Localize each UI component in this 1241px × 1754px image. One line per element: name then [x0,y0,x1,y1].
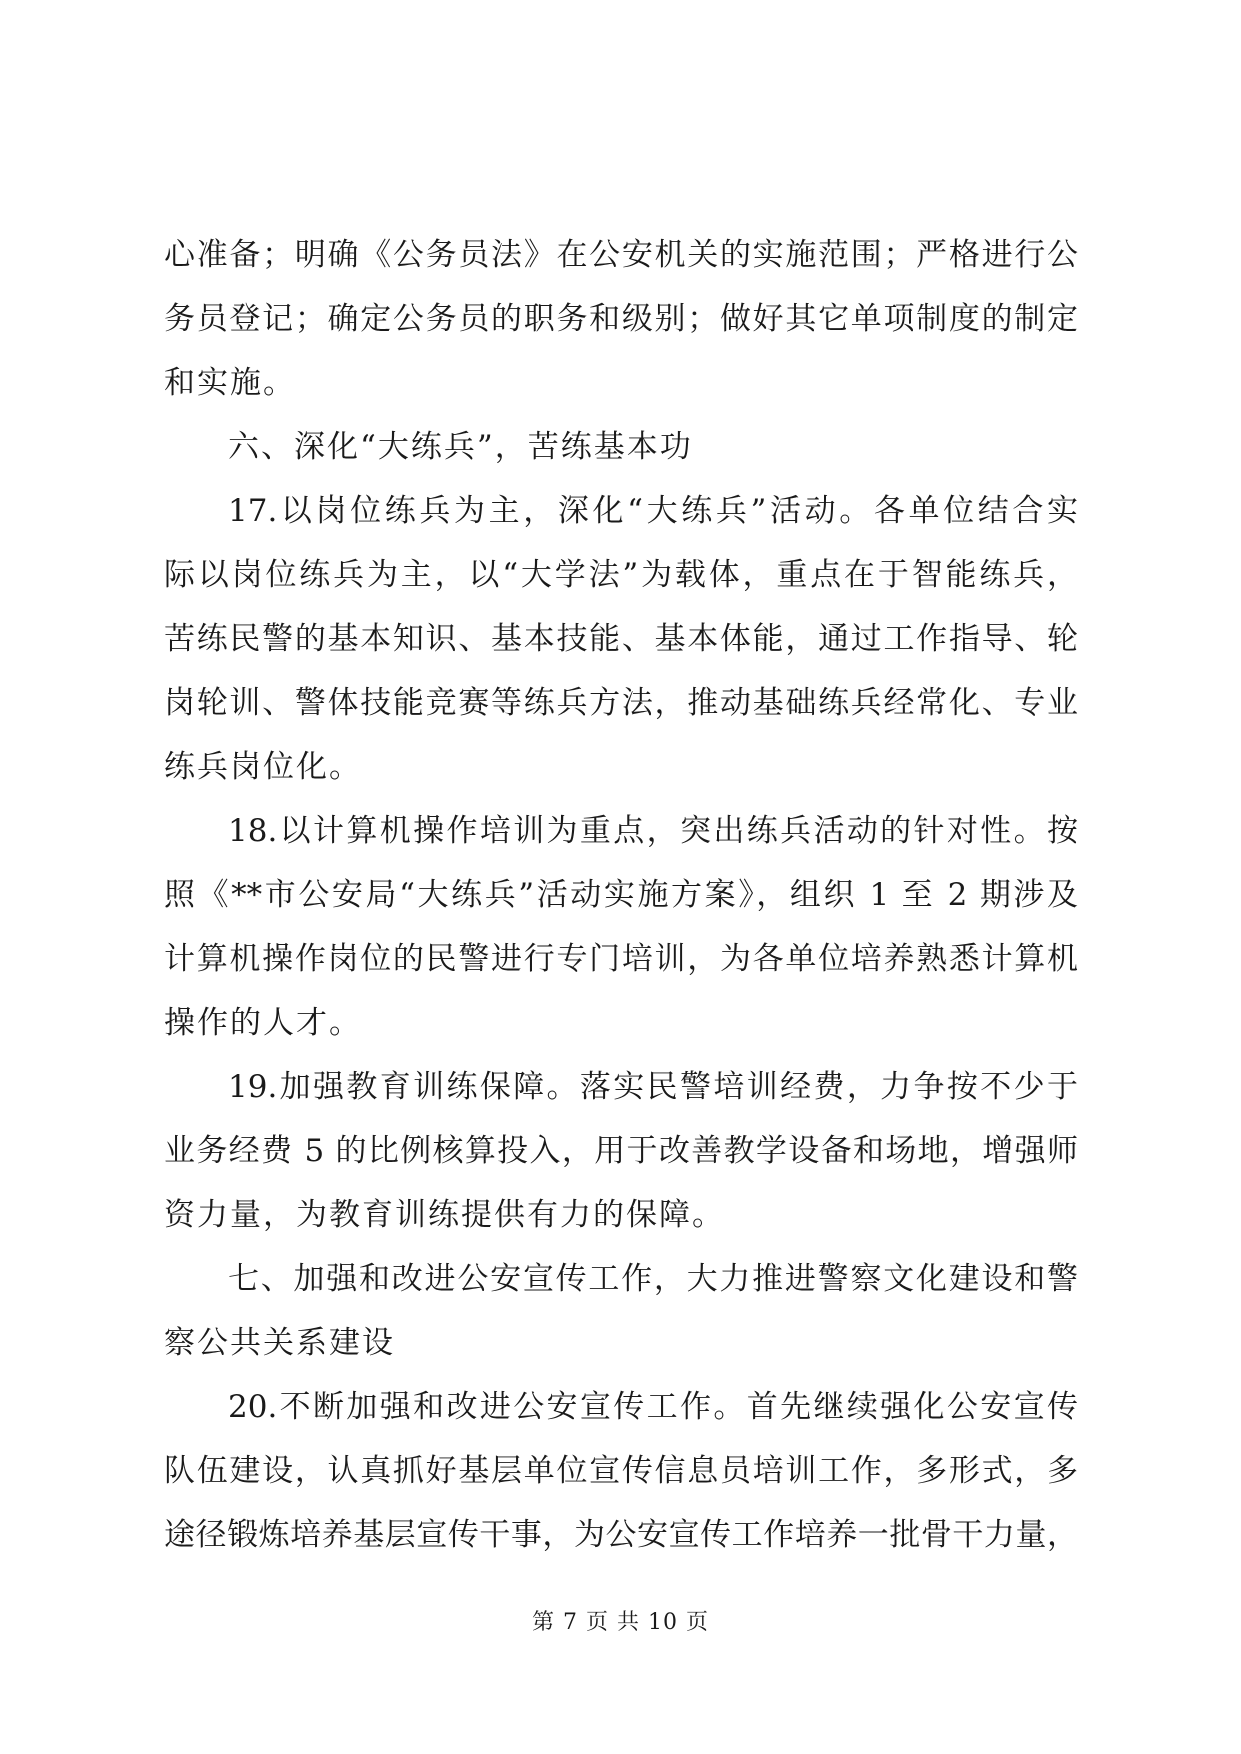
body-text-line: 资力量，为教育训练提供有力的保障。 [164,1197,725,1233]
body-text-line: 务员登记；确定公务员的职务和级别；做好其它单项制度的制定 [164,301,1078,337]
body-text-line: 练兵岗位化。 [164,749,362,785]
body-text-line: 际以岗位练兵为主，以“大学法”为载体，重点在于智能练兵， [164,557,1078,593]
body-text-line: 心准备；明确《公务员法》在公安机关的实施范围；严格进行公 [164,237,1078,273]
body-text-line: 17.以岗位练兵为主，深化“大练兵”活动。各单位结合实 [228,493,1078,529]
body-text-line: 18.以计算机操作培训为重点，突出练兵活动的针对性。按 [228,813,1078,849]
body-text-line: 途径锻炼培养基层宣传干事，为公安宣传工作培养一批骨干力量， [164,1517,1078,1553]
body-text-line: 队伍建设，认真抓好基层单位宣传信息员培训工作，多形式，多 [164,1453,1078,1489]
body-text-line: 业务经费 5 的比例核算投入，用于改善教学设备和场地，增强师 [164,1133,1078,1169]
body-text-line: 照《**市公安局“大练兵”活动实施方案》，组织 1 至 2 期涉及 [164,877,1078,913]
section-heading: 察公共关系建设 [164,1325,395,1361]
document-body [164,223,1078,1567]
body-text-line: 苦练民警的基本知识、基本技能、基本体能，通过工作指导、轮 [164,621,1078,657]
body-text-line: 20.不断加强和改进公安宣传工作。首先继续强化公安宣传 [228,1389,1078,1425]
body-text-line: 计算机操作岗位的民警进行专门培训，为各单位培养熟悉计算机 [164,941,1078,977]
page-number-footer: 第 7 页 共 10 页 [532,1610,709,1635]
section-heading: 七、加强和改进公安宣传工作，大力推进警察文化建设和警 [228,1261,1078,1297]
body-text-line: 操作的人才。 [164,1005,362,1041]
body-text-line: 岗轮训、警体技能竞赛等练兵方法，推动基础练兵经常化、专业 [164,685,1078,721]
section-heading: 六、深化“大练兵”，苦练基本功 [228,429,693,465]
body-text-line: 19.加强教育训练保障。落实民警培训经费，力争按不少于 [228,1069,1078,1105]
body-text-line: 和实施。 [164,365,296,401]
